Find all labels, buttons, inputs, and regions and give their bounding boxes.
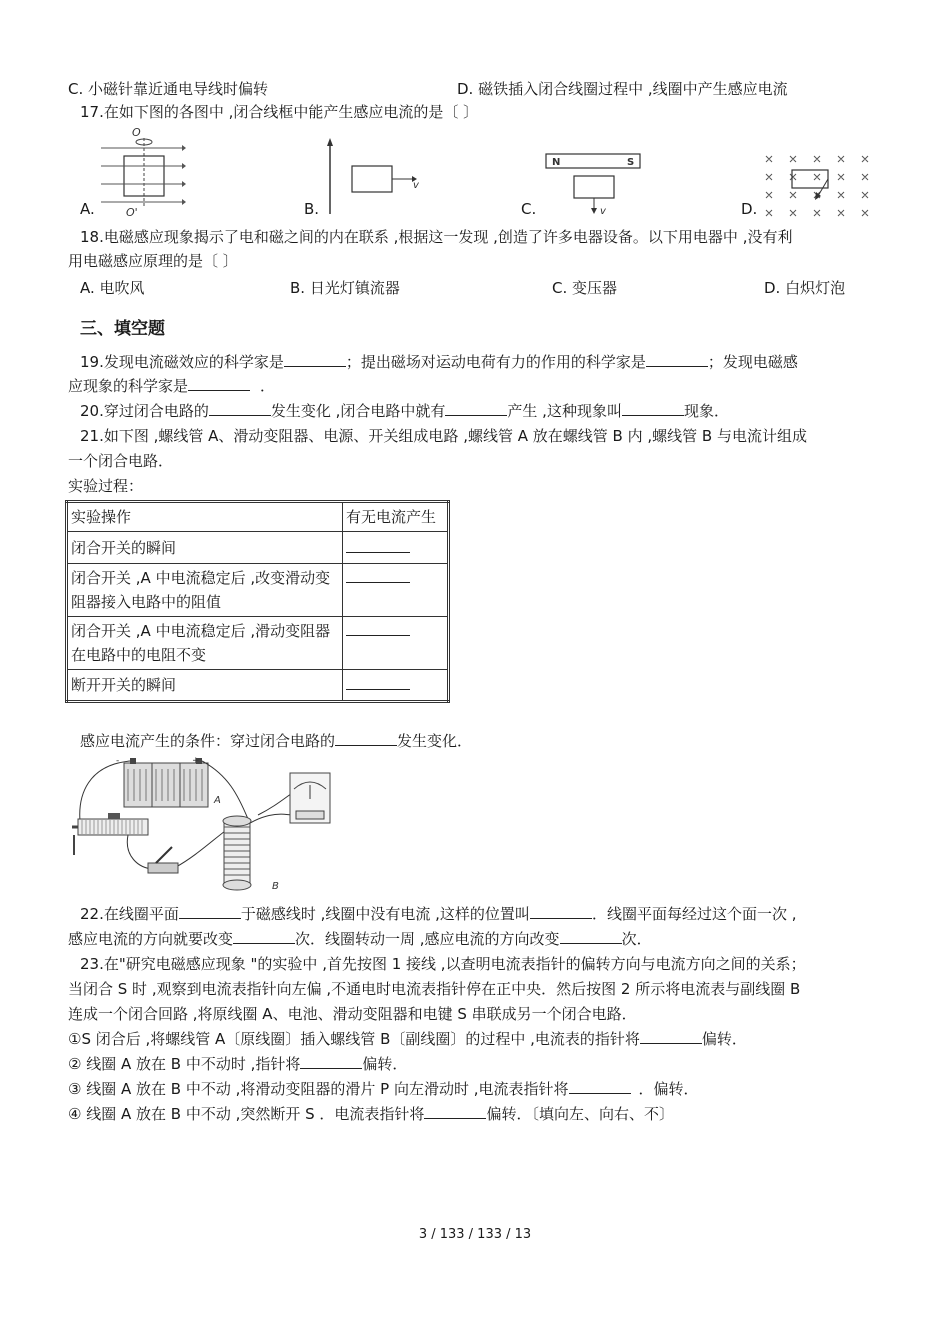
q20-blank-3[interactable] [622, 401, 684, 416]
table-cell-operation: 断开开关的瞬间 [67, 670, 343, 702]
rheostat-icon [72, 813, 148, 855]
q17-fig-b-v: v [413, 180, 419, 191]
q19-text-3: ；发现电磁感 [707, 353, 798, 371]
q18-option-d: D. 白炽灯泡 [764, 279, 846, 297]
q23-item-3 [68, 1079, 699, 1099]
q22-text-3: ．线圈平面每经过这个面一次 , [591, 905, 797, 923]
option-c: C. 小磁针靠近通电导线时偏转 [68, 80, 269, 98]
q19-line1 [80, 352, 798, 372]
q23-item-1 [68, 1029, 747, 1049]
q22-line1 [80, 904, 796, 924]
q17-figure-d [762, 154, 872, 220]
q23-item-4 [68, 1104, 674, 1124]
q18-line2: 用电磁感应原理的是〔 〕 [68, 252, 238, 270]
q23-item-1-text: ①S 闭合后 ,将螺线管 A〔原线圈〕插入螺线管 B〔副线圈〕的过程中 ,电流表的指针将 [68, 1030, 640, 1048]
q21-line2: 一个闭合电路． [68, 452, 174, 470]
q17-label-c: C. [521, 200, 537, 218]
q18-option-b: B. 日光灯镇流器 [290, 279, 400, 297]
q21-apparatus-figure [68, 755, 348, 895]
q17-text: 17.在如下图的各图中 ,闭合线框中能产生感应电流的是〔 〕 [80, 103, 479, 121]
q23-item-4-post: 偏转．〔填向左、向右、不〕 [486, 1105, 674, 1123]
experiment-table [65, 500, 450, 703]
q20-text-1: 20.穿过闭合电路的 [80, 402, 209, 420]
q21-fig-a: A [214, 795, 221, 806]
q23-blank-4[interactable] [424, 1104, 486, 1119]
q22-blank-4[interactable] [560, 929, 622, 944]
q21-condition-blank[interactable] [335, 731, 397, 746]
q20-text-2: 发生变化 ,闭合电路中就有 [270, 402, 446, 420]
table-cell-operation: 闭合开关 ,A 中电流稳定后 ,滑动变阻器在电路中的电阻不变 [67, 617, 343, 670]
table-cell-operation: 闭合开关的瞬间 [67, 532, 343, 564]
q21-condition-text-1: 感应电流产生的条件：穿过闭合电路的 [80, 732, 336, 750]
q23-item-2 [68, 1054, 407, 1074]
q21-fig-b: B [272, 881, 279, 892]
q23-item-3-text: ③ 线圈 A 放在 B 中不动 ,将滑动变阻器的滑片 P 向左滑动时 ,电流表指针将 [68, 1080, 569, 1098]
q23-blank-2[interactable] [300, 1054, 362, 1069]
q17-fig-c-s: S [627, 157, 635, 168]
q20-text-3: 产生 ,这种现象叫 [507, 402, 622, 420]
q22-text-1: 22.在线圈平面 [80, 905, 179, 923]
q17-fig-c-n: N [552, 157, 561, 168]
table-cell-answer[interactable] [343, 532, 449, 564]
q23-item-2-post: 偏转． [362, 1055, 408, 1073]
q23-item-1-post: 偏转． [701, 1030, 747, 1048]
q23-line1: 23.在"研究电磁感应现象 "的实验中 ,首先按图 1 接线 ,以查明电流表指针的偏转方向与电流方向之间的关系； [80, 955, 806, 973]
table-row [67, 670, 449, 702]
q19-text-2: ；提出磁场对运动电荷有力的作用的科学家是 [345, 353, 646, 371]
q21-fig-plus: + [192, 756, 200, 766]
q19-text-1: 19.发现电流磁效应的科学家是 [80, 353, 284, 371]
table-header-operation: 实验操作 [67, 502, 343, 532]
q22-blank-1[interactable] [179, 904, 241, 919]
table-cell-operation: 闭合开关 ,A 中电流稳定后 ,改变滑动变阻器接入电路中的阻值 [67, 564, 343, 617]
q23-line3: 连成一个闭合回路 ,将原线圈 A、电池、滑动变阻器和电键 S 串联成另一个闭合电路． [68, 1005, 637, 1023]
q20-blank-1[interactable] [209, 401, 271, 416]
q22-blank-3[interactable] [233, 929, 295, 944]
q19-text-4: 应现象的科学家是 [68, 377, 189, 395]
q22-blank-2[interactable] [530, 904, 592, 919]
q17-label-a: A. [80, 200, 95, 218]
q17-label-d: D. [741, 200, 758, 218]
table-header-row [67, 502, 449, 532]
table-header-current: 有无电流产生 [343, 502, 449, 532]
q17-figure-b [320, 138, 430, 216]
q17-figure-c [542, 150, 652, 218]
q22-text-2: 于磁感线时 ,线圈中没有电流 ,这样的位置叫 [240, 905, 530, 923]
q18-option-a: A. 电吹风 [80, 279, 145, 297]
table-cell-answer[interactable] [343, 670, 449, 702]
q17-fig-a-o-top: O [132, 126, 141, 139]
table-row [67, 564, 449, 617]
q21-condition [80, 731, 472, 751]
q21-fig-minus: - [116, 756, 120, 766]
q19-line2 [68, 376, 275, 396]
option-d: D. 磁铁插入闭合线圈过程中 ,线圈中产生感应电流 [457, 80, 788, 98]
q17-label-b: B. [304, 200, 320, 218]
q21-process-label: 实验过程： [68, 477, 144, 495]
q20-text-4: 现象． [683, 402, 729, 420]
q22-line2 [68, 929, 652, 949]
q17-fig-c-v: v [600, 206, 606, 217]
page-footer: 3 / 133 / 133 / 13 [418, 1227, 532, 1242]
q21-line1: 21.如下图 ,螺线管 A、滑动变阻器、电源、开关组成电路 ,螺线管 A 放在螺线管 B 内 ,螺线管 B 与电流计组成 [80, 427, 807, 445]
q20-line [80, 401, 729, 421]
section-title: 三、填空题 [80, 319, 165, 339]
q19-blank-3[interactable] [188, 376, 250, 391]
q23-item-4-text: ④ 线圈 A 放在 B 中不动 ,突然断开 S ．电流表指针将 [68, 1105, 425, 1123]
table-row [67, 617, 449, 670]
q23-line2: 当闭合 S 时 ,观察到电流表指针向左偏 ,不通电时电流表指针停在正中央．然后按图 2 所示将电流表与副线圈 B [68, 980, 801, 998]
switch-icon [148, 847, 178, 873]
q23-item-3-post: ．偏转． [638, 1080, 699, 1098]
q18-line1: 18.电磁感应现象揭示了电和磁之间的内在联系 ,根据这一发现 ,创造了许多电器设备。以下用电器中 ,没有利 [80, 228, 793, 246]
table-row [67, 532, 449, 564]
table-cell-answer[interactable] [343, 564, 449, 617]
q18-option-c: C. 变压器 [552, 279, 618, 297]
table-cell-answer[interactable] [343, 617, 449, 670]
q23-blank-1[interactable] [640, 1029, 702, 1044]
q19-blank-1[interactable] [284, 352, 346, 367]
q20-blank-2[interactable] [445, 401, 507, 416]
q23-item-2-text: ② 线圈 A 放在 B 中不动时 ,指针将 [68, 1055, 301, 1073]
galvanometer-icon [290, 773, 330, 823]
q21-condition-text-2: 发生变化． [397, 732, 473, 750]
q23-blank-3[interactable] [569, 1079, 631, 1094]
q17-figure-a [96, 126, 186, 218]
q22-text-6: 次． [621, 930, 652, 948]
q22-text-4: 感应电流的方向就要改变 [68, 930, 234, 948]
q22-text-5: 次．线圈转动一周 ,感应电流的方向改变 [295, 930, 560, 948]
q19-text-5: ． [260, 377, 276, 395]
coil-b-icon [223, 816, 251, 890]
q17-fig-a-o-bottom: O' [126, 206, 138, 218]
q19-blank-2[interactable] [646, 352, 708, 367]
